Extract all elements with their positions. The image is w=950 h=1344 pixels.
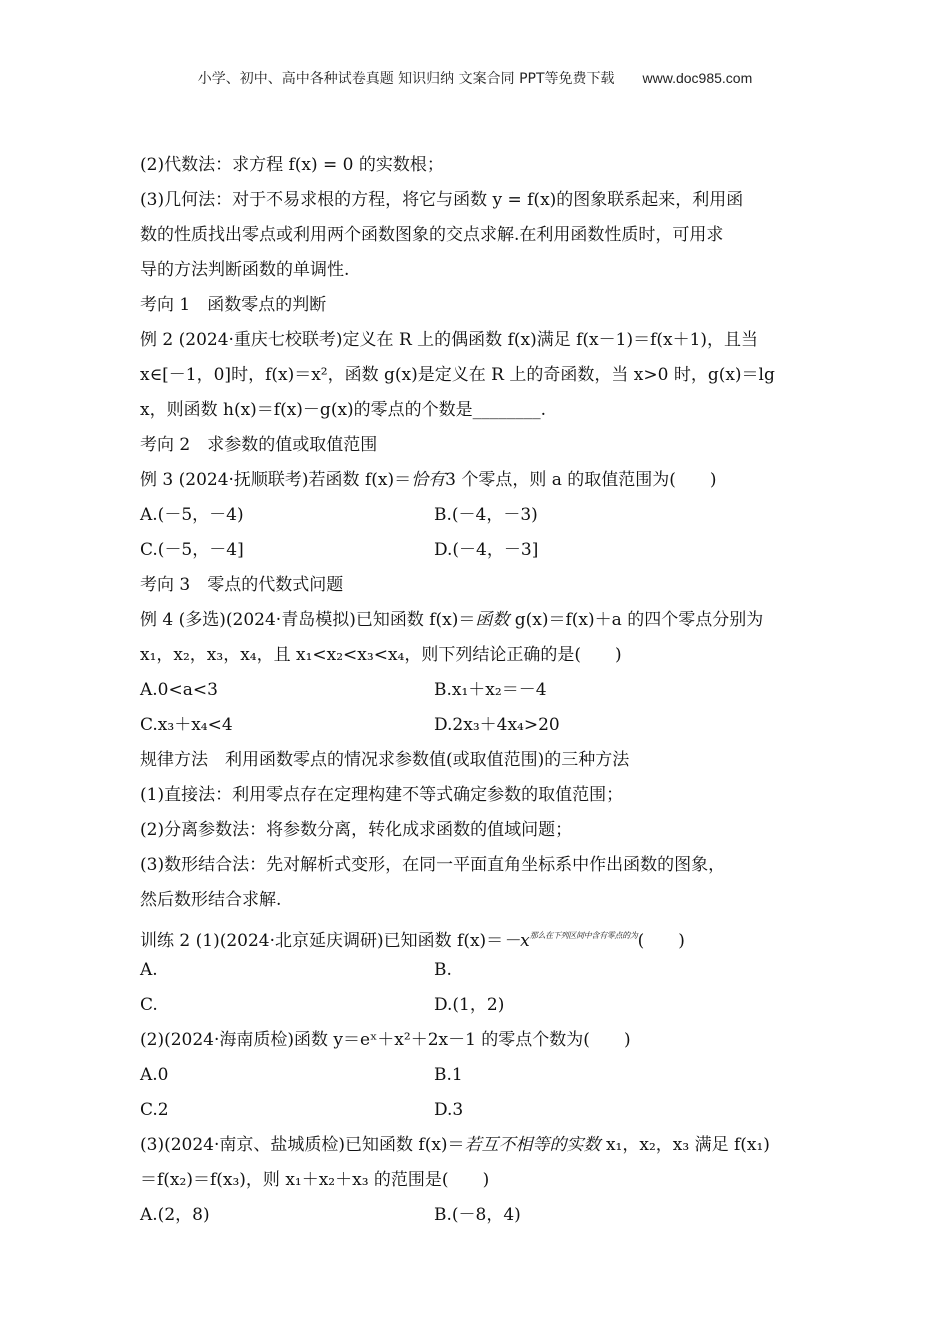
option: B. xyxy=(434,960,452,980)
exercise-line xyxy=(140,1128,820,1163)
option: A.(2，8) xyxy=(140,1205,210,1225)
example-line: x，则函数 h(x)＝f(x)－g(x)的零点的个数是________. xyxy=(140,400,547,420)
example-line xyxy=(140,603,820,638)
example-text-italic: 恰有 xyxy=(411,470,446,490)
text-line: 数的性质找出零点或利用两个函数图象的交点求解.在利用函数性质时，可用求 xyxy=(140,225,724,245)
header-site: www.doc985.com xyxy=(642,70,753,86)
example-line: x₁，x₂，x₃，x₄，且 x₁<x₂<x₃<x₄，则下列结论正确的是( ) xyxy=(140,645,622,665)
example-line xyxy=(140,463,820,498)
example-text: g(x)＝f(x)＋a 的四个零点分别为 xyxy=(509,610,764,630)
option: D.2x₃＋4x₄>20 xyxy=(434,715,560,735)
option: D.(－4，－3] xyxy=(434,540,539,560)
option: B.(－4，－3) xyxy=(434,505,538,525)
header-text: 小学、初中、高中各种试卷真题 知识归纳 文案合同 PPT等免费下载 xyxy=(197,71,615,87)
section-heading: 考向 2 求参数的值或取值范围 xyxy=(140,435,378,455)
option: A.(－5，－4) xyxy=(140,505,244,525)
options-row xyxy=(140,1093,820,1128)
options-row xyxy=(140,988,820,1023)
options-row xyxy=(140,1198,820,1233)
exercise-text: x₁，x₂，x₃ 满足 f(x₁) xyxy=(600,1135,770,1155)
option: B.x₁＋x₂＝－4 xyxy=(434,680,547,700)
example-line: 例 2 (2024·重庆七校联考)定义在 R 上的偶函数 f(x)满足 f(x－1)＝f(x＋1)，且当 xyxy=(140,330,759,350)
document-body xyxy=(140,148,820,1233)
section-heading: 考向 3 零点的代数式问题 xyxy=(140,575,344,595)
option: A. xyxy=(140,960,158,980)
exercise-line: ＝f(x₂)＝f(x₃)，则 x₁＋x₂＋x₃ 的范围是( ) xyxy=(140,1170,490,1190)
options-row xyxy=(140,1058,820,1093)
exercise-text: 训练 2 (1)(2024·北京延庆调研)已知函数 f(x)＝ xyxy=(140,931,504,951)
options-row xyxy=(140,708,820,743)
exercise-small-text: 那么在下列区间中含有零点的为 xyxy=(529,931,638,940)
text-line: (2)代数法：求方程 f(x) = 0 的实数根； xyxy=(140,155,444,175)
example-text-italic: 函数 xyxy=(475,610,510,630)
text-line: (1)直接法：利用零点存在定理构建不等式确定参数的取值范围； xyxy=(140,785,624,805)
exercise-line xyxy=(140,918,820,953)
options-row xyxy=(140,673,820,708)
exercise-text: ( ) xyxy=(637,931,685,951)
example-text: 例 4 (多选)(2024·青岛模拟)已知函数 f(x)＝ xyxy=(140,610,476,630)
option: C.x₃＋x₄<4 xyxy=(140,715,233,735)
options-row xyxy=(140,953,820,988)
text-line: (3)几何法：对于不易求根的方程，将它与函数 y = f(x)的图象联系起来，利用函 xyxy=(140,190,744,210)
option: C. xyxy=(140,995,158,1015)
option: D.(1，2) xyxy=(434,995,505,1015)
section-heading: 考向 1 函数零点的判断 xyxy=(140,295,327,315)
example-line: x∈[－1，0]时，f(x)＝x²，函数 g(x)是定义在 R 上的奇函数，当 x>0 时，g(x)＝lg xyxy=(140,365,775,385)
options-row xyxy=(140,498,820,533)
method-heading: 规律方法 利用函数零点的情况求参数值(或取值范围)的三种方法 xyxy=(140,750,630,770)
example-text: 例 3 (2024·抚顺联考)若函数 f(x)＝ xyxy=(140,470,412,490)
options-row xyxy=(140,533,820,568)
text-line: (2)分离参数法：将参数分离，转化成求函数的值域问题； xyxy=(140,820,573,840)
exercise-text: (3)(2024·南京、盐城质检)已知函数 f(x)＝ xyxy=(140,1135,465,1155)
option: A.0<a<3 xyxy=(140,680,218,700)
exercise-line: (2)(2024·海南质检)函数 y＝eˣ＋x²＋2x－1 的零点个数为( ) xyxy=(140,1030,631,1050)
text-line: 然后数形结合求解. xyxy=(140,890,282,910)
option: C.2 xyxy=(140,1100,169,1120)
exercise-text-italic: 若互不相等的实数 xyxy=(464,1135,601,1155)
option: D.3 xyxy=(434,1100,464,1120)
option: B.1 xyxy=(434,1065,463,1085)
text-line: (3)数形结合法：先对解析式变形，在同一平面直角坐标系中作出函数的图象， xyxy=(140,855,726,875)
option: C.(－5，－4] xyxy=(140,540,244,560)
exercise-text-italic: －x xyxy=(503,931,530,951)
example-text: 3 个零点，则 a 的取值范围为( ) xyxy=(445,470,717,490)
option: B.(－8，4) xyxy=(434,1205,521,1225)
page-header xyxy=(0,68,950,88)
text-line: 导的方法判断函数的单调性. xyxy=(140,260,350,280)
option: A.0 xyxy=(140,1065,169,1085)
